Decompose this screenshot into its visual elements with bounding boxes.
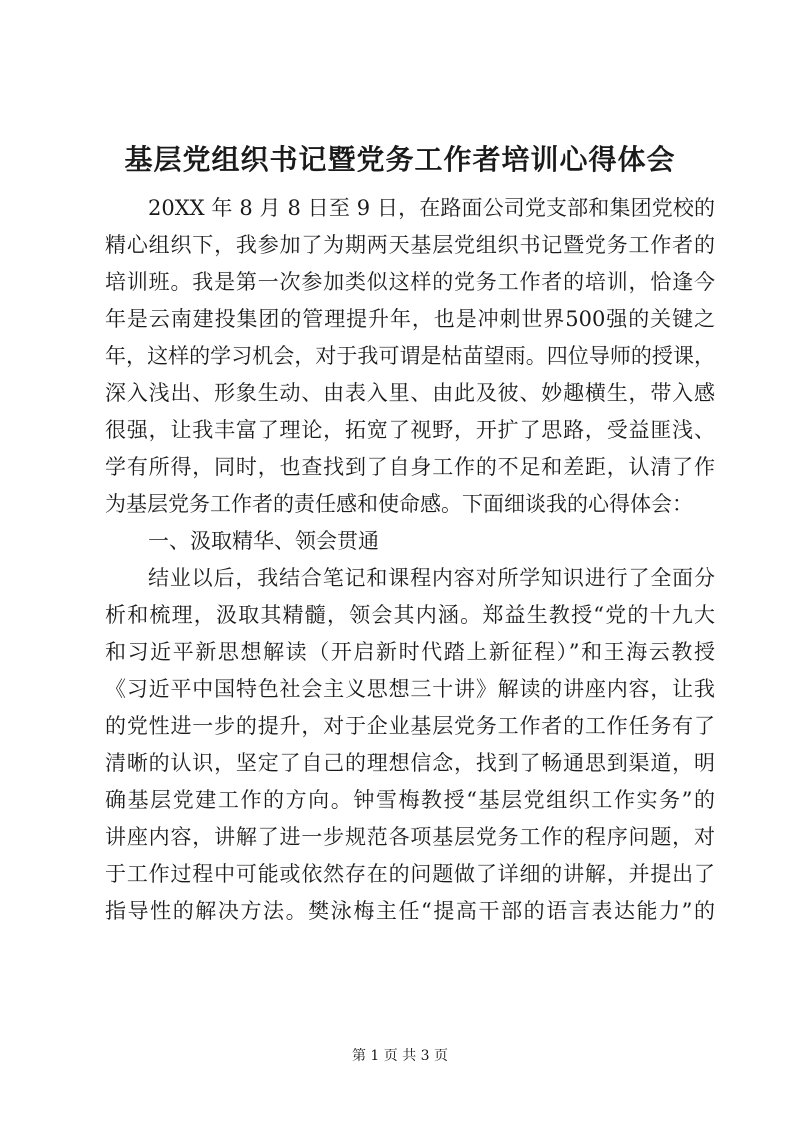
paragraph-1-line-2: 精心组织下，我参加了为期两天基层党组织书记暨党务工作者的 xyxy=(105,233,715,257)
paragraph-1-line-9: 为基层党务工作者的责任感和使命感。下面细谈我的心得体会： xyxy=(105,492,693,516)
paragraph-3-line-7: 确基层党建工作的方向。钟雪梅教授“基层党组织工作实务”的 xyxy=(105,788,715,812)
page-footer: 第 1 页 共 3 页 xyxy=(351,1048,449,1064)
paragraph-1-line-1: 20XX 年 8 月 8 日至 9 日，在路面公司党支部和集团党校的 xyxy=(148,196,715,220)
paragraph-1-line-5: 年，这样的学习机会，对于我可谓是枯苗望雨。四位导师的授课， xyxy=(105,344,715,368)
paragraph-3-line-4: 《习近平中国特色社会主义思想三十讲》解读的讲座内容，让我 xyxy=(105,677,715,701)
paragraph-3-line-9: 于工作过程中可能或依然存在的问题做了详细的讲解，并提出了 xyxy=(105,862,715,886)
paragraph-1-line-4: 年是云南建投集团的管理提升年，也是冲刺世界500强的关键之 xyxy=(105,307,715,331)
paragraph-3-line-8: 讲座内容，讲解了进一步规范各项基层党务工作的程序问题，对 xyxy=(105,825,715,849)
paragraph-3-line-6: 清晰的认识，坚定了自己的理想信念，找到了畅通思到渠道，明 xyxy=(105,751,715,775)
paragraph-3-line-1: 结业以后，我结合笔记和课程内容对所学知识进行了全面分 xyxy=(148,566,715,590)
paragraph-1-line-6: 深入浅出、形象生动、由表入里、由此及彼、妙趣横生，带入感 xyxy=(105,381,715,405)
paragraph-1-line-7: 很强，让我丰富了理论，拓宽了视野，开扩了思路，受益匪浅、 xyxy=(105,418,715,442)
document-title: 基层党组织书记暨党务工作者培训心得体会 xyxy=(124,143,676,176)
paragraph-1-line-8: 学有所得，同时，也查找到了自身工作的不足和差距，认清了作 xyxy=(105,455,715,479)
paragraph-1-line-3: 培训班。我是第一次参加类似这样的党务工作者的培训，恰逢今 xyxy=(105,270,715,294)
paragraph-3-line-3: 和习近平新思想解读（开启新时代踏上新征程）”和王海云教授 xyxy=(105,640,715,664)
paragraph-3-line-10: 指导性的解决方法。樊泳梅主任“提高干部的语言表达能力”的 xyxy=(105,899,715,923)
paragraph-3-line-2: 析和梳理，汲取其精髓，领会其内涵。郑益生教授“党的十九大 xyxy=(105,603,715,627)
section-heading: 一、汲取精华、领会贯通 xyxy=(148,529,379,553)
paragraph-3-line-5: 的党性进一步的提升，对于企业基层党务工作者的工作任务有了 xyxy=(105,714,715,738)
